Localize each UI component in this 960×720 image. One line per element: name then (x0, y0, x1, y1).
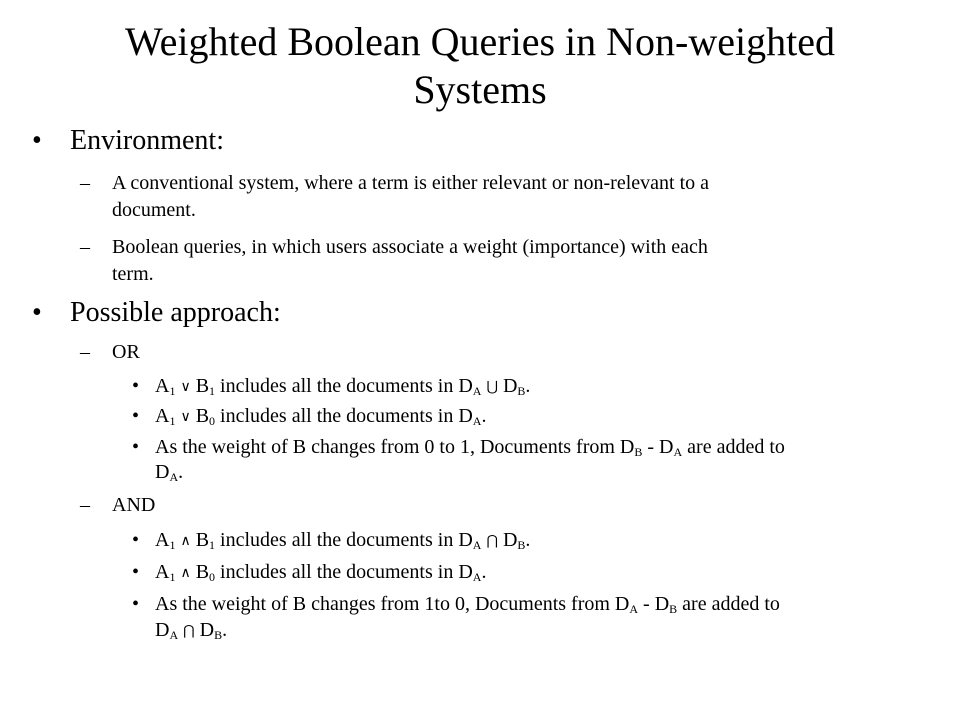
and-bullet-1: $A_1$ ∧ $B_1$ includes all the documents in $D_A$ ⋂ $D_B$. (155, 529, 531, 552)
and-symbol: ∧ (180, 566, 191, 581)
and-label: AND (112, 494, 156, 516)
bullet-mark: • (32, 297, 42, 328)
approach-heading: Possible approach: (70, 297, 281, 328)
or-symbol: ∨ (180, 380, 191, 395)
intersection-symbol: ⋂ (486, 534, 498, 549)
intersection-symbol: ⋂ (183, 624, 195, 639)
env-item-2-line-1: Boolean queries, in which users associate a weight (importance) with each (112, 236, 708, 258)
bullet-mark: • (32, 125, 42, 156)
title-line-1: Weighted Boolean Queries in Non-weighted (125, 19, 835, 64)
dash-mark: – (80, 341, 90, 363)
bullet-mark: • (132, 405, 140, 427)
bullet-mark: • (132, 561, 140, 583)
env-item-1-line-1: A conventional system, where a term is either relevant or non-relevant to a (112, 172, 710, 194)
or-bullet-2: $A_1$ ∨ $B_0$ includes all the documents in $D_A$. (155, 405, 487, 428)
bullet-mark: • (132, 529, 140, 551)
dash-mark: – (80, 494, 90, 516)
env-item-1-line-2: document. (112, 199, 196, 221)
and-bullet-3-line-2: $D_A$ ⋂ $D_B$. (155, 619, 228, 642)
title-line-2: Systems (413, 67, 547, 112)
dash-mark: – (80, 172, 90, 194)
union-symbol: ⋃ (486, 380, 498, 395)
or-bullet-3-line-1: As the weight of B changes from 0 to 1, Documents from $D_B - D_A$ are added to (155, 436, 785, 459)
bullet-mark: • (132, 436, 140, 458)
and-bullet-2: $A_1$ ∧ $B_0$ includes all the documents in $D_A$. (155, 561, 487, 584)
bullet-mark: • (132, 593, 140, 615)
environment-heading: Environment: (70, 125, 224, 156)
or-symbol: ∨ (180, 410, 191, 425)
and-bullet-3-line-1: As the weight of B changes from 1to 0, Documents from $D_A - D_B$ are added to (155, 593, 780, 616)
dash-mark: – (80, 236, 90, 258)
or-bullet-3-line-2: $D_A$. (155, 461, 184, 484)
bullet-mark: • (132, 375, 140, 397)
or-label: OR (112, 341, 140, 363)
slide-title (40, 18, 920, 114)
env-item-2-line-2: term. (112, 263, 154, 285)
and-symbol: ∧ (180, 534, 191, 549)
or-bullet-1: $A_1$ ∨ $B_1$ includes all the documents in $D_A$ ⋃ $D_B$. (155, 375, 531, 398)
